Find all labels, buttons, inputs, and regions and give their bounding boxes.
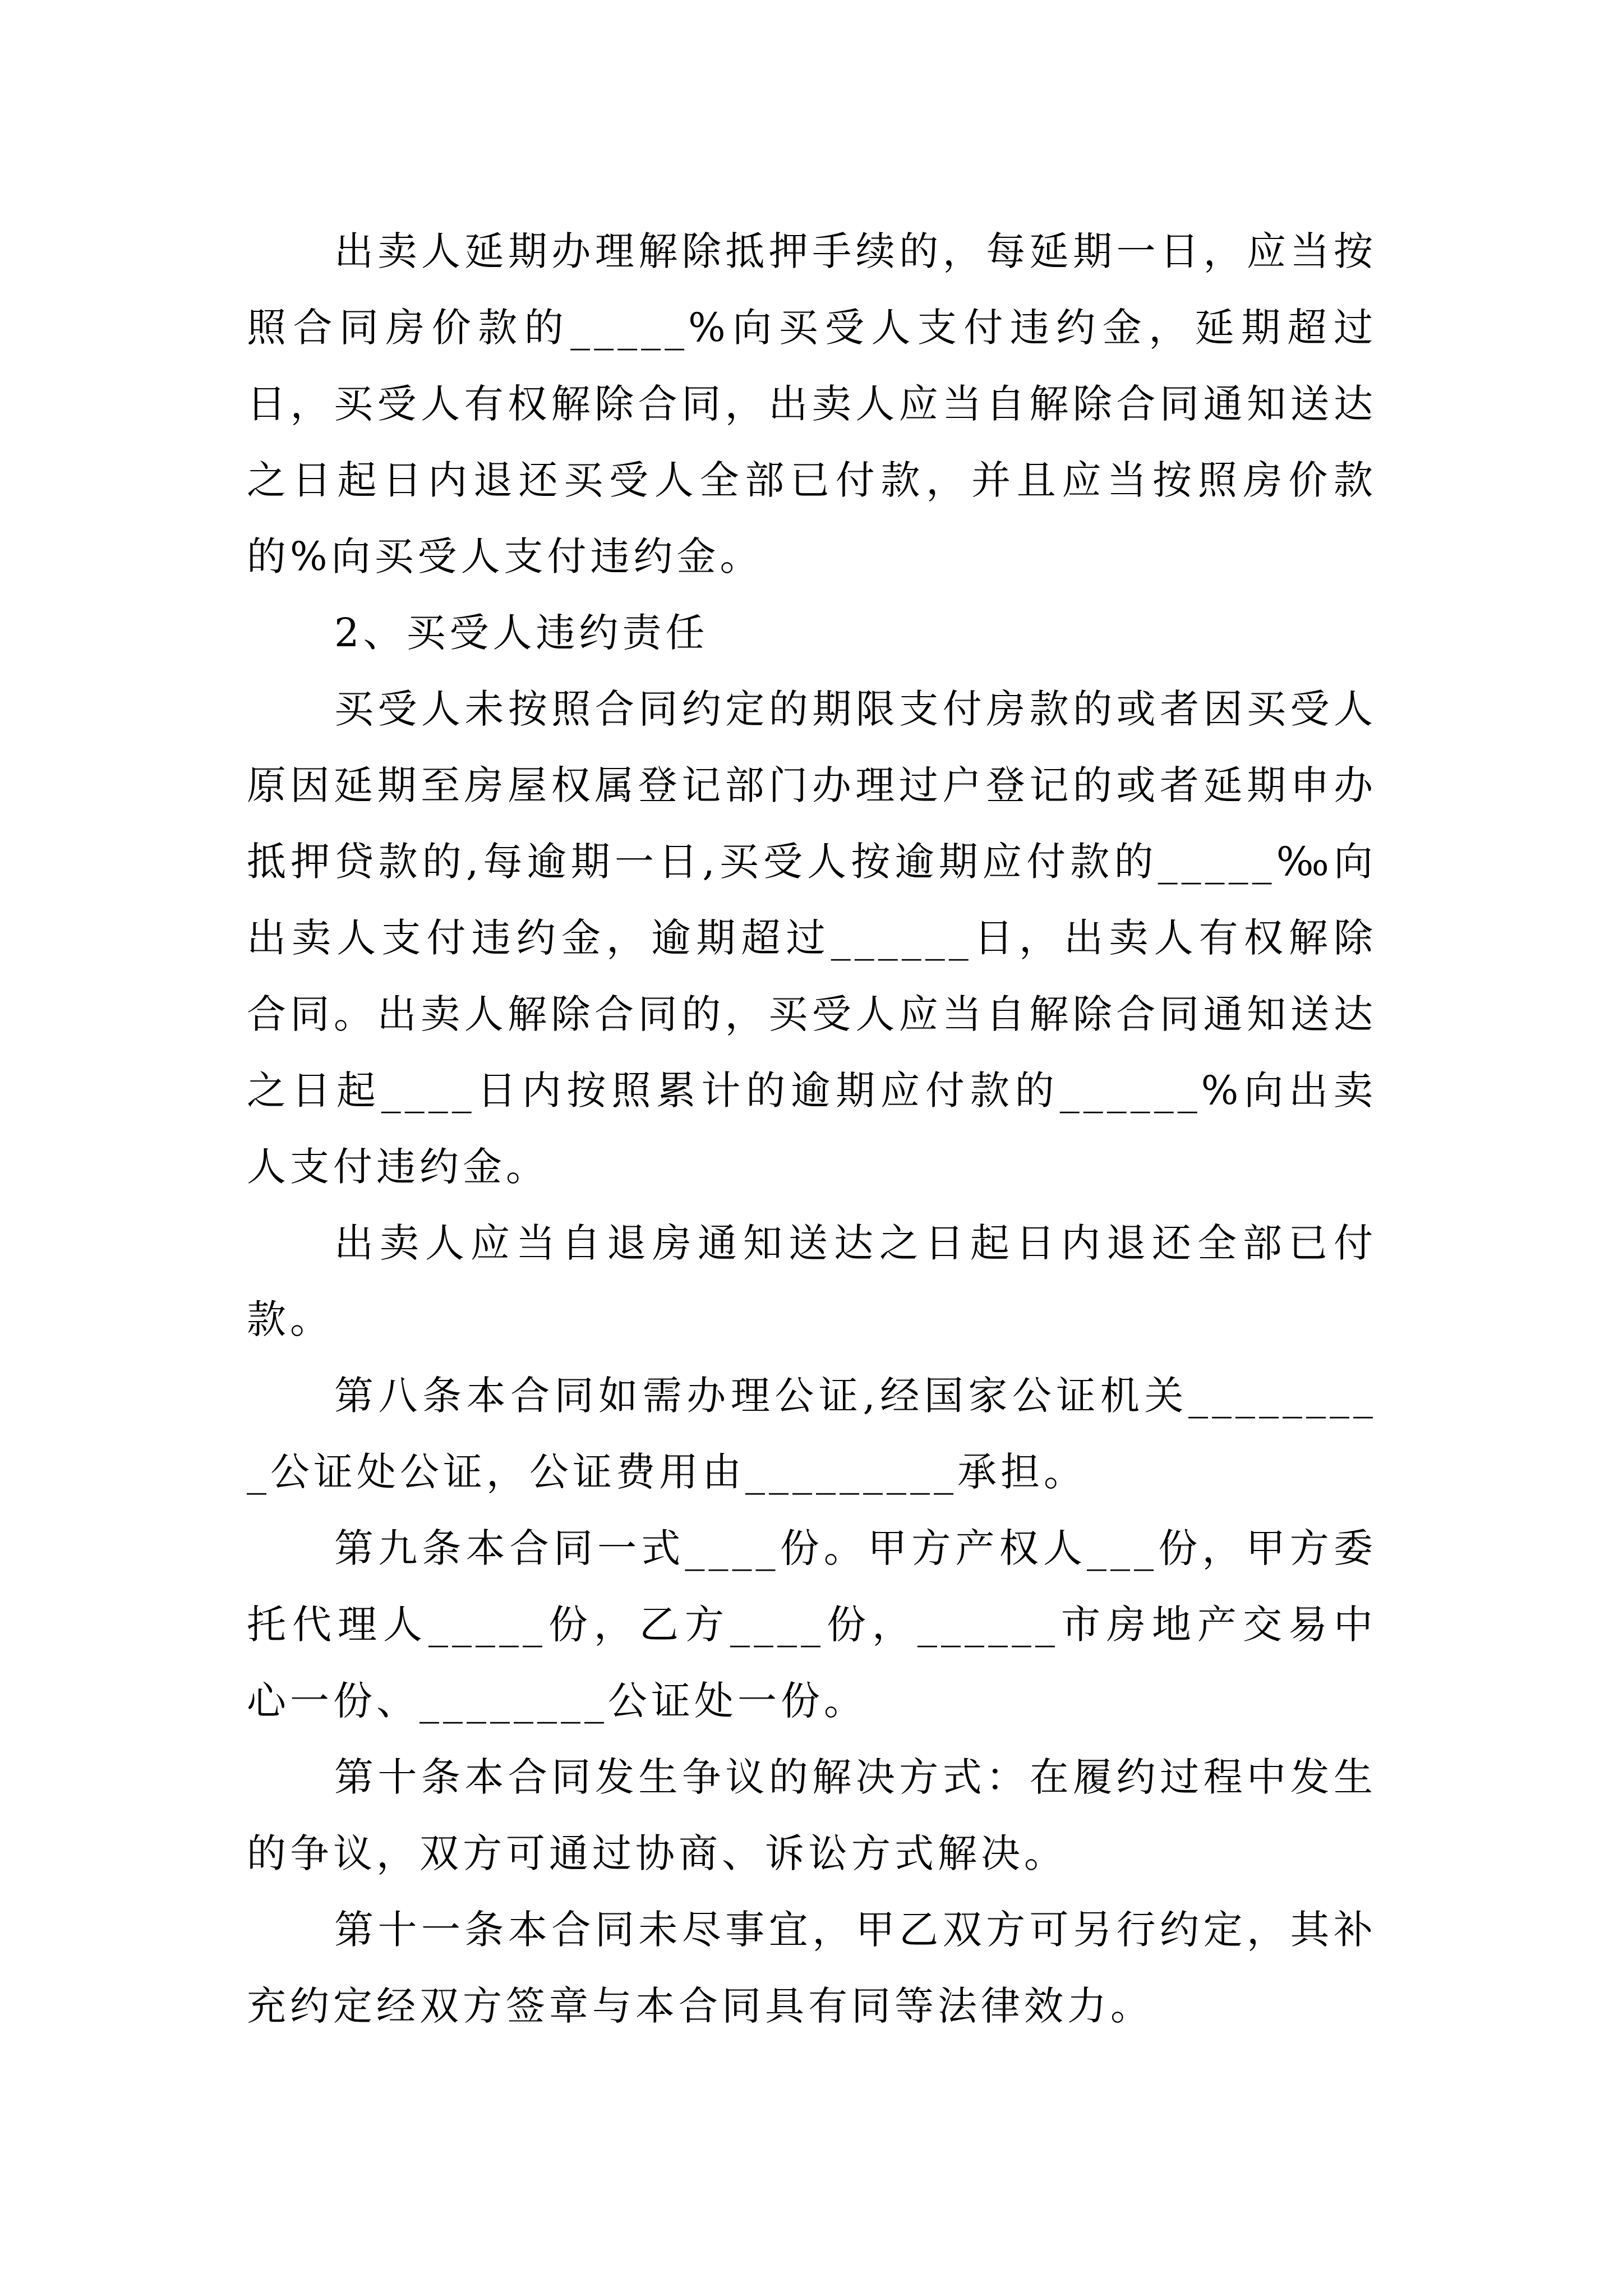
paragraph-article-10: 第十条本合同发生争议的解决方式：在履约过程中发生的争议，双方可通过协商、诉讼方式解决。 xyxy=(247,1754,1377,1876)
paragraph-buyer-liability-heading: 2、买受人违约责任 xyxy=(334,610,709,656)
paragraph-buyer-payment-delay: 买受人未按照合同约定的期限支付房款的或者因买受人原因延期至房屋权属登记部门办理过户登记的或者延期申办抵押贷款的,每逾期一日,买受人按逾期应付款的_____‰向出卖人支付违约金，逾期超过______日，出卖人有权解除合同。出卖人解除合同的，买受人应当自解除合同通知送达之日起____日内按照累计的逾期应付款的______%向出卖人支付违约金。 xyxy=(247,686,1377,1190)
paragraph-mortgage-release-delay: 出卖人延期办理解除抵押手续的，每延期一日，应当按照合同房价款的_____%向买受人支付违约金，延期超过日，买受人有权解除合同，出卖人应当自解除合同通知送达之日起日内退还买受人全部已付款，并且应当按照房价款的%向买受人支付违约金。 xyxy=(247,228,1377,579)
paragraph-article-11: 第十一条本合同未尽事宜，甲乙双方可另行约定，其补充约定经双方签章与本合同具有同等法律效力。 xyxy=(247,1907,1377,2029)
paragraph-article-8: 第八条本合同如需办理公证,经国家公证机关_________公证处公证，公证费用由_________承担。 xyxy=(247,1373,1377,1495)
document-body xyxy=(247,213,1377,2044)
paragraph-refund: 出卖人应当自退房通知送达之日起日内退还全部已付款。 xyxy=(247,1220,1377,1342)
paragraph-article-9: 第九条本合同一式____份。甲方产权人___份，甲方委托代理人_____份，乙方____份，______市房地产交易中心一份、________公证处一份。 xyxy=(247,1525,1377,1724)
